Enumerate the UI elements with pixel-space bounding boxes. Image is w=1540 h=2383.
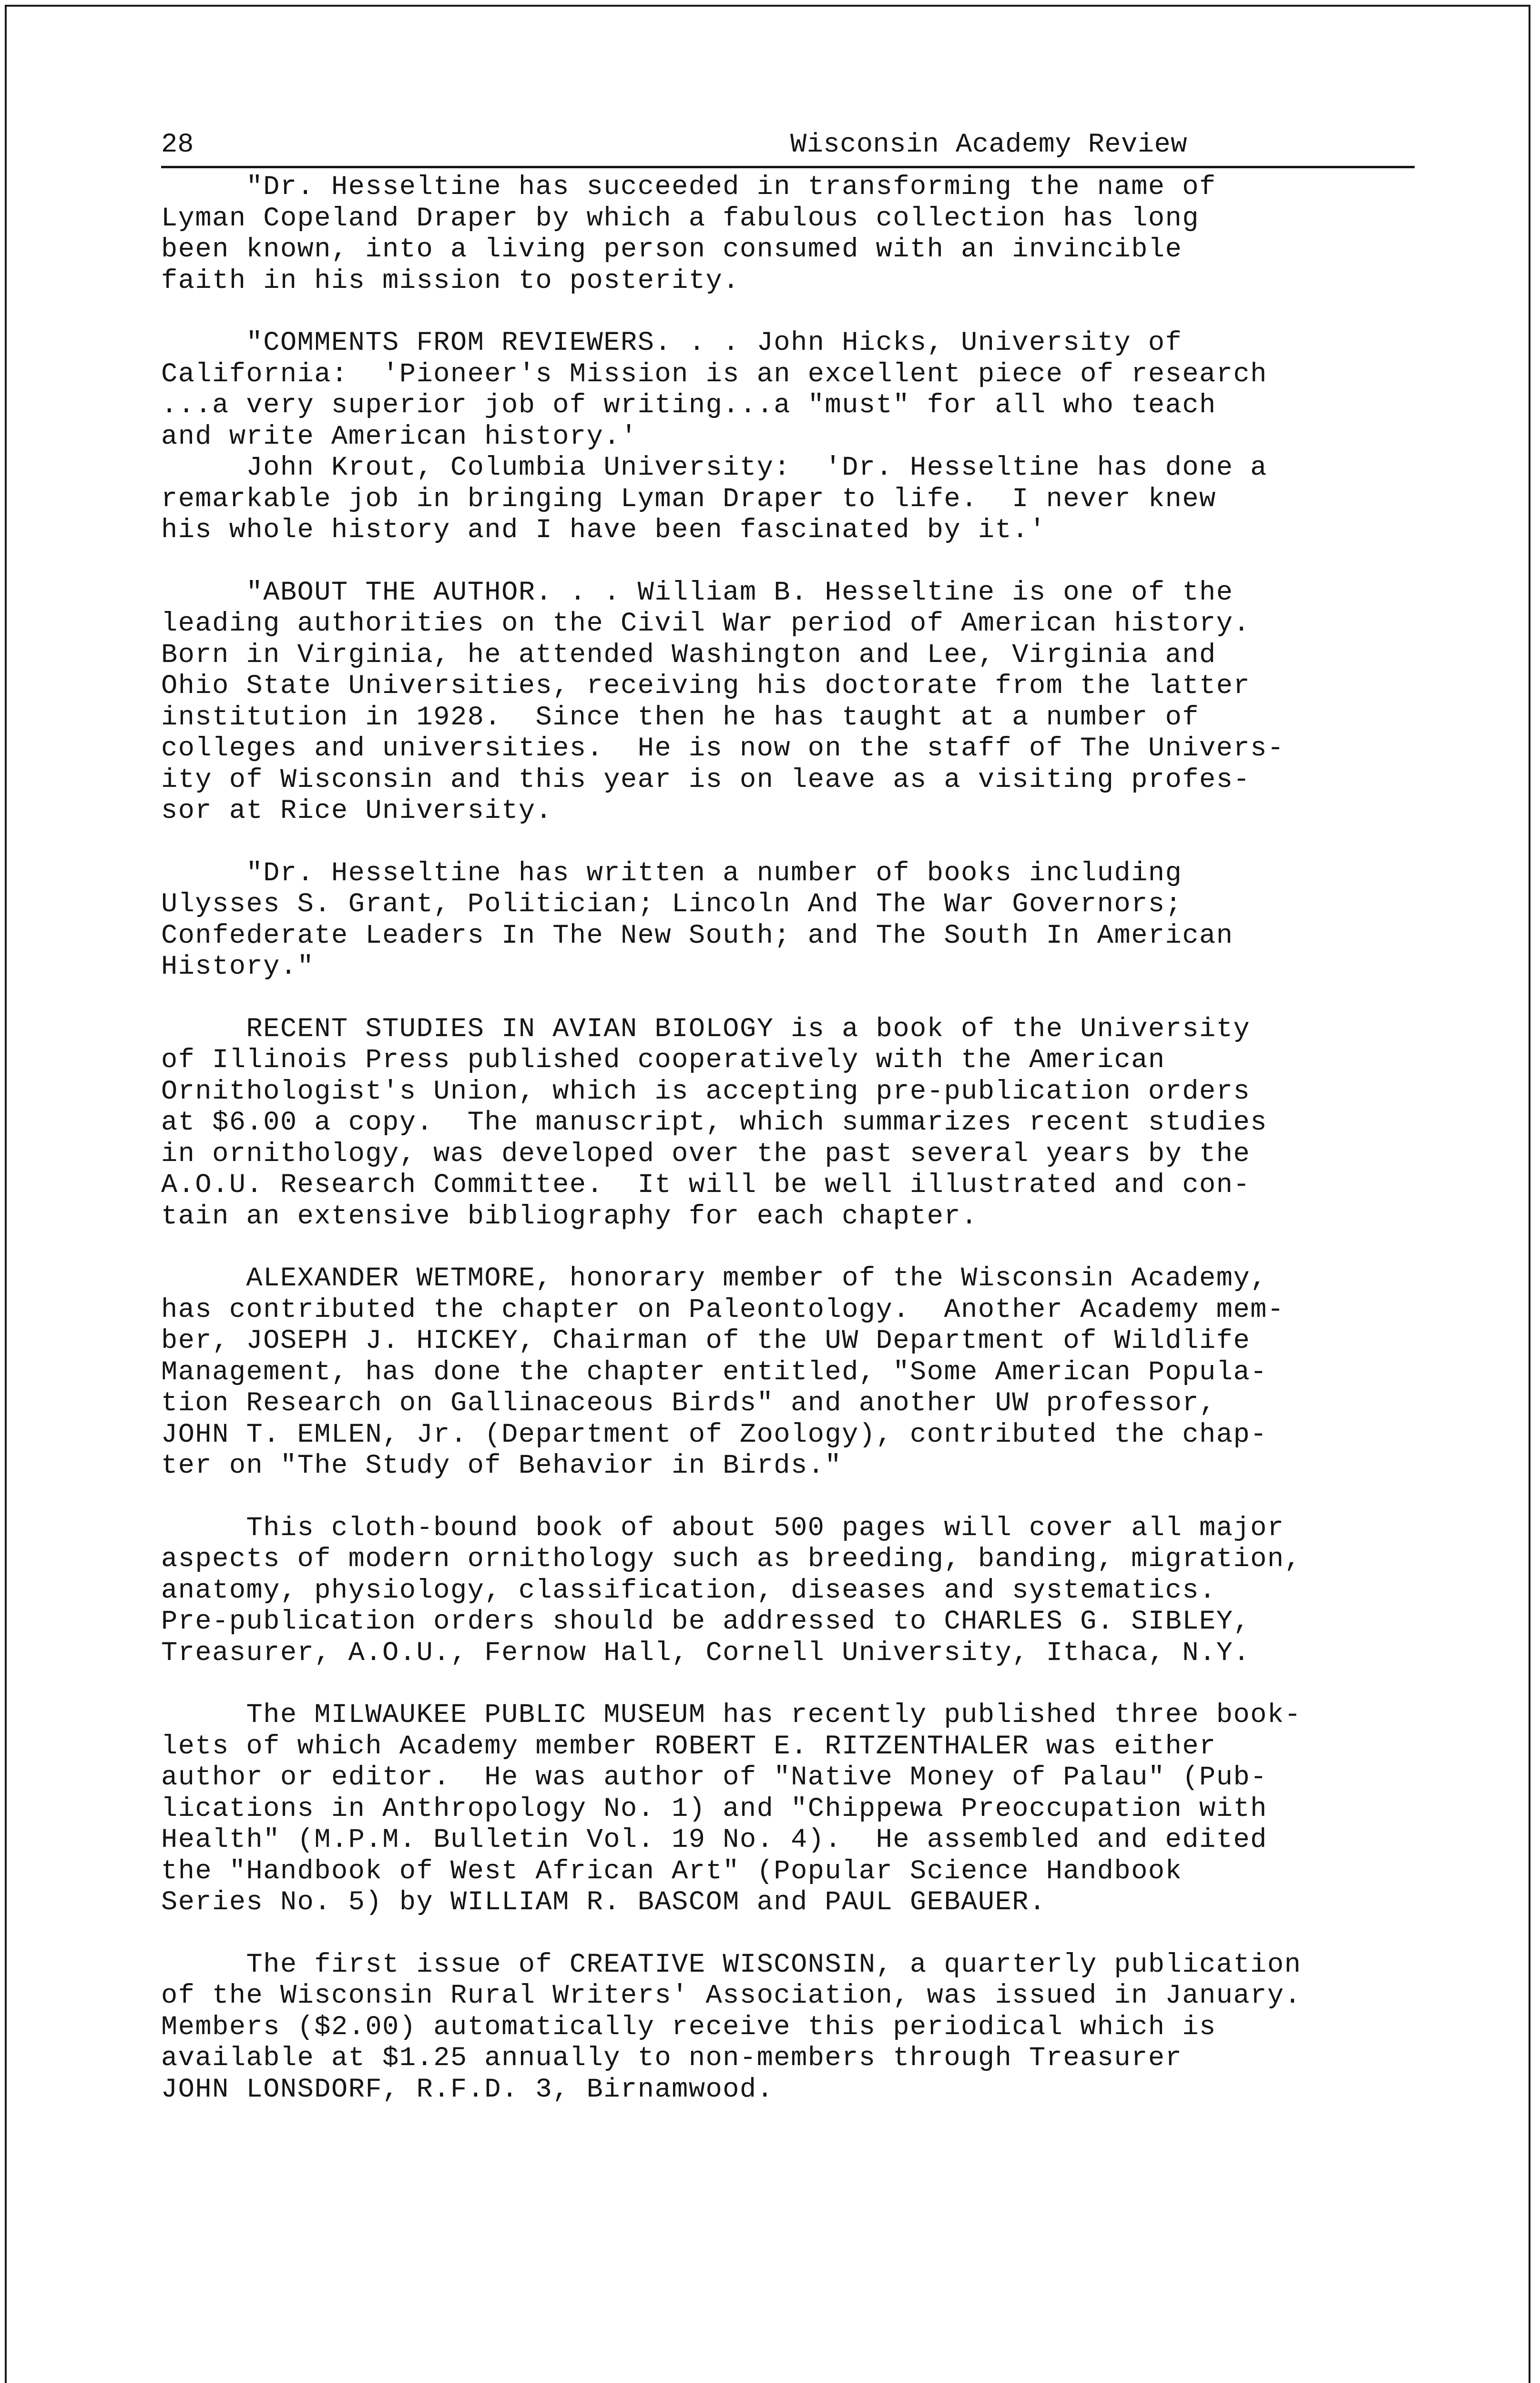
text-line: of Illinois Press published cooperatively with the American bbox=[161, 1045, 1165, 1076]
text-line: available at $1.25 annually to non-members through Treasurer bbox=[161, 2043, 1183, 2074]
paragraph bbox=[161, 453, 1415, 547]
text-line: ALEXANDER WETMORE, honorary member of the Wisconsin Academy, bbox=[161, 1263, 1267, 1294]
text-line: anatomy, physiology, classification, diseases and systematics. bbox=[161, 1575, 1216, 1606]
text-line: Pre-publication orders should be addressed to CHARLES G. SIBLEY, bbox=[161, 1607, 1251, 1637]
text-line: at $6.00 a copy. The manuscript, which summarizes recent studies bbox=[161, 1108, 1267, 1138]
text-line: Ulysses S. Grant, Politician; Lincoln And The War Governors; bbox=[161, 889, 1183, 920]
text-line: faith in his mission to posterity. bbox=[161, 265, 740, 296]
text-line: Born in Virginia, he attended Washington and Lee, Virginia and bbox=[161, 640, 1216, 671]
paragraph bbox=[161, 1950, 1415, 2106]
text-line: colleges and universities. He is now on the staff of The Univers- bbox=[161, 733, 1285, 764]
paragraph bbox=[161, 328, 1415, 453]
text-line: Health" (M.P.M. Bulletin Vol. 19 No. 4). He assembled and edited bbox=[161, 1825, 1267, 1855]
paragraph bbox=[161, 1513, 1415, 1670]
text-line: The first issue of CREATIVE WISCONSIN, a quarterly publication bbox=[161, 1949, 1302, 1980]
paragraph bbox=[161, 858, 1415, 983]
text-line: Ohio State Universities, receiving his doctorate from the latter bbox=[161, 671, 1251, 702]
text-line: been known, into a living person consumed with an invincible bbox=[161, 234, 1183, 265]
text-line: ity of Wisconsin and this year is on leave as a visiting profes- bbox=[161, 764, 1251, 795]
document-page bbox=[161, 129, 1415, 2137]
paragraph bbox=[161, 172, 1415, 297]
page-number: 28 bbox=[161, 130, 194, 160]
text-line: "Dr. Hesseltine has succeeded in transforming the name of bbox=[161, 172, 1216, 203]
running-header bbox=[161, 129, 1415, 168]
text-line: of the Wisconsin Rural Writers' Association, was issued in January. bbox=[161, 1981, 1302, 2011]
text-line: his whole history and I have been fascinated by it.' bbox=[161, 515, 1046, 546]
text-line: aspects of modern ornithology such as breeding, banding, migration, bbox=[161, 1544, 1302, 1575]
text-line: in ornithology, was developed over the past several years by the bbox=[161, 1139, 1251, 1170]
text-line: John Krout, Columbia University: 'Dr. Hesseltine has done a bbox=[161, 453, 1267, 483]
text-line: lications in Anthropology No. 1) and "Chippewa Preoccupation with bbox=[161, 1793, 1267, 1824]
text-line: institution in 1928. Since then he has taught at a number of bbox=[161, 702, 1200, 733]
text-line: Management, has done the chapter entitled, "Some American Popula- bbox=[161, 1357, 1267, 1388]
paragraph bbox=[161, 578, 1415, 827]
text-line: Ornithologist's Union, which is accepting pre-publication orders bbox=[161, 1076, 1251, 1107]
text-line: This cloth-bound book of about 500 pages will cover all major bbox=[161, 1513, 1285, 1544]
text-line: History." bbox=[161, 952, 315, 982]
text-line: ter on "The Study of Behavior in Birds." bbox=[161, 1451, 842, 1481]
text-line: ber, JOSEPH J. HICKEY, Chairman of the UW Department of Wildlife bbox=[161, 1326, 1251, 1356]
text-line: Lyman Copeland Draper by which a fabulous collection has long bbox=[161, 203, 1200, 234]
article-body bbox=[161, 172, 1415, 2106]
text-line: tain an extensive bibliography for each chapter. bbox=[161, 1201, 978, 1232]
text-line: "COMMENTS FROM REVIEWERS. . . John Hicks, University of bbox=[161, 328, 1183, 358]
paragraph bbox=[161, 1263, 1415, 1482]
text-line: California: 'Pioneer's Mission is an excellent piece of research bbox=[161, 359, 1267, 390]
text-line: Confederate Leaders In The New South; and The South In American bbox=[161, 920, 1234, 951]
text-line: author or editor. He was author of "Native Money of Palau" (Pub- bbox=[161, 1762, 1267, 1793]
text-line: Treasurer, A.O.U., Fernow Hall, Cornell University, Ithaca, N.Y. bbox=[161, 1638, 1251, 1669]
text-line: "ABOUT THE AUTHOR. . . William B. Hesseltine is one of the bbox=[161, 577, 1234, 608]
text-line: JOHN T. EMLEN, Jr. (Department of Zoology), contributed the chap- bbox=[161, 1419, 1267, 1450]
text-line: "Dr. Hesseltine has written a number of books including bbox=[161, 858, 1183, 889]
text-line: A.O.U. Research Committee. It will be well illustrated and con- bbox=[161, 1170, 1251, 1201]
text-line: and write American history.' bbox=[161, 421, 638, 452]
text-line: leading authorities on the Civil War period of American history. bbox=[161, 609, 1251, 639]
text-line: remarkable job in bringing Lyman Draper to life. I never knew bbox=[161, 484, 1216, 515]
paragraph bbox=[161, 1014, 1415, 1233]
text-line: Series No. 5) by WILLIAM R. BASCOM and PAUL GEBAUER. bbox=[161, 1887, 1046, 1918]
text-line: lets of which Academy member ROBERT E. RITZENTHALER was either bbox=[161, 1731, 1216, 1762]
journal-title: Wisconsin Academy Review bbox=[790, 130, 1187, 160]
text-line: the "Handbook of West African Art" (Popular Science Handbook bbox=[161, 1856, 1183, 1887]
text-line: JOHN LONSDORF, R.F.D. 3, Birnamwood. bbox=[161, 2074, 774, 2105]
text-line: RECENT STUDIES IN AVIAN BIOLOGY is a book of the University bbox=[161, 1014, 1251, 1045]
text-line: Members ($2.00) automatically receive this periodical which is bbox=[161, 2012, 1216, 2043]
paragraph bbox=[161, 1700, 1415, 1919]
text-line: ...a very superior job of writing...a "must" for all who teach bbox=[161, 390, 1216, 421]
text-line: tion Research on Gallinaceous Birds" and another UW professor, bbox=[161, 1388, 1216, 1419]
text-line: The MILWAUKEE PUBLIC MUSEUM has recently published three book- bbox=[161, 1700, 1302, 1731]
text-line: has contributed the chapter on Paleontology. Another Academy mem- bbox=[161, 1294, 1285, 1325]
text-line: sor at Rice University. bbox=[161, 796, 553, 826]
